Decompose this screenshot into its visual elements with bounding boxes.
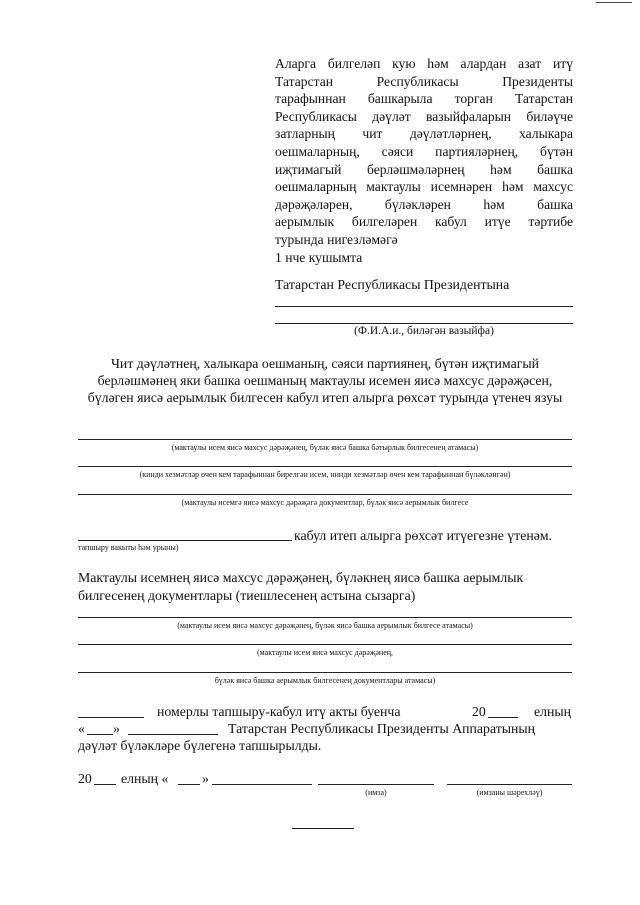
award-name-line[interactable] xyxy=(78,439,572,440)
sign-year-line[interactable] xyxy=(94,784,116,785)
doc-line-3[interactable] xyxy=(78,672,572,673)
sign-day-line[interactable] xyxy=(178,784,200,785)
doc-line-2[interactable] xyxy=(78,644,572,645)
act-day-line[interactable] xyxy=(87,734,113,735)
footer-rule xyxy=(292,828,354,829)
act-year-line[interactable] xyxy=(488,717,518,718)
act-month-line[interactable] xyxy=(128,734,218,735)
signature-hint: (имза) xyxy=(365,788,387,797)
header-line: тарафыннан башкарыла торган Татарстан xyxy=(275,91,573,107)
header-line: оешмаларның, сәяси партияләрнең, бүтән xyxy=(275,143,573,159)
sign-quote-close: » xyxy=(202,771,209,786)
act-recipient-text: Татарстан Республикасы Президенты Аппаратының xyxy=(228,721,536,736)
header-line: дәрәҗәләрен, бүләкләрен һәм башка xyxy=(275,196,573,212)
header-line: иҗтимагый берләшмәләрнең һәм башка xyxy=(275,161,573,177)
doc-hint-3: бүләк яисә башка аерымлык билгесенең документлары атамасы) xyxy=(214,676,436,685)
addressee-line-2[interactable] xyxy=(275,323,573,324)
act-year-suffix: елның xyxy=(534,704,572,719)
addressee-hint: (Ф.И.А.и., биләгән вазыйфа) xyxy=(354,325,494,337)
act-quote-close: » xyxy=(113,721,120,736)
by-whom-hint: (кинди хезмәтләр өчен кем тарафыннан бирелгән исем, нинди хезмәтләр өчен кем тарафыннан бүләкләнгән) xyxy=(139,470,511,479)
header-line: Татарстан Республикасы Президенты xyxy=(275,73,573,89)
document-title: Чит дәүләтнең, халыкара оешманың, сәяси партиянең, бүтән иҗтимагый берләшмәнең яки башка оешманың мактаулы исемен яисә махсус дәрәҗәсен, бүләген яисә аерымлык билгесен кабул итеп алырга рөхсәт турында үтенеч язуы xyxy=(87,356,563,405)
header-line: затларның чит дәүләтләрнең, халыкара xyxy=(275,126,573,142)
appendix-number: 1 нче кушымта xyxy=(275,249,363,265)
doc-hint-2: (мактаулы исем яисә махсус дәрәҗәнең, xyxy=(256,648,394,657)
top-rule xyxy=(596,2,632,3)
handover-line[interactable] xyxy=(78,540,292,541)
act-year-prefix: 20 xyxy=(472,704,486,719)
act-recipient-dept: дәүләт бүләкләре бүлегенә тапшырылды. xyxy=(78,738,322,753)
by-whom-line[interactable] xyxy=(78,466,572,467)
header-line: оешмаларның мактаулы исемнәрен һәм махсус xyxy=(275,179,573,195)
addressee-line-1[interactable] xyxy=(275,306,573,307)
signature-line[interactable] xyxy=(318,784,434,785)
signature-decode-hint: (имзаны шәрехләү) xyxy=(476,788,543,797)
addressee: Татарстан Республикасы Президентына xyxy=(275,277,510,292)
act-quote-open: « xyxy=(78,721,85,736)
doc-line-1[interactable] xyxy=(78,617,572,618)
header-line: турында нигезләмәгә xyxy=(275,231,398,247)
sign-month-line[interactable] xyxy=(212,784,312,785)
documents-line[interactable] xyxy=(78,494,572,495)
documents-hint: (мактаулы исемгә яисә махсус дәрәҗәгә документлар, бүләк яисә аерымлык билгесе xyxy=(181,498,469,507)
award-name-hint: (мактаулы исем яисә махсус дәрәҗәнең, бүләк яисә башка бәтырлык билгесенең атамасы) xyxy=(171,443,479,452)
handover-hint: тапшыру вакыты һәм урыны) xyxy=(78,543,179,552)
header-line: аерымлык билгеләрен кабул итүе тәртибе xyxy=(275,214,573,230)
appendix-header xyxy=(275,55,573,266)
doc-hint-1: (мактаулы исем яисә махсус дәрәҗәнең, бүләк яисә башка аерымлык билгесе атамасы) xyxy=(177,621,473,630)
header-line: Республикасы дәүләт вазыйфаларын биләүче xyxy=(275,108,573,124)
act-number-line[interactable] xyxy=(78,717,144,718)
sign-year-mid: елның « xyxy=(121,771,169,786)
sign-year-prefix: 20 xyxy=(78,771,92,786)
act-text: номерлы тапшыру-кабул итү акты буенча xyxy=(157,704,401,719)
accept-request-text: кабул итеп алырга рөхсәт итүегезне үтенәм. xyxy=(294,528,553,543)
documents-heading: Мактаулы исемнең яисә махсус дәрәҗәнең, бүләкнең яисә башка аерымлык билгесенең документлары (тиешлесенең астына сызарга) xyxy=(78,570,524,603)
header-line: Аларга билгеләп кую һәм алардан азат итү xyxy=(275,56,573,71)
signature-decode-line[interactable] xyxy=(447,784,572,785)
